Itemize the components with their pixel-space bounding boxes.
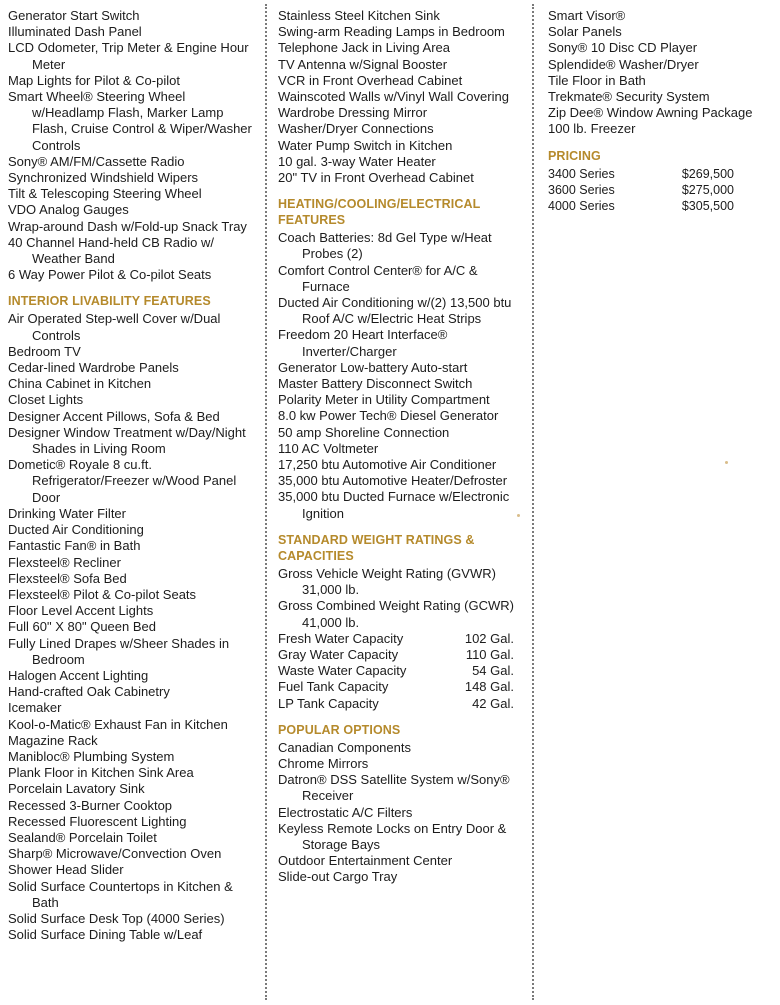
- column-3-feature-list: [548, 8, 768, 138]
- feature-item: Wainscoted Walls w/Vinyl Wall Covering: [278, 89, 509, 105]
- capacity-row: [278, 631, 514, 647]
- column-3: [548, 8, 768, 214]
- feature-item: Sony® 10 Disc CD Player: [548, 40, 698, 56]
- capacity-label: Waste Water Capacity: [278, 663, 407, 679]
- section-heading: INTERIOR LIVABILITY FEATURES: [8, 294, 211, 309]
- feature-item: Synchronized Windshield Wipers: [8, 170, 199, 186]
- column-1: [8, 8, 260, 943]
- capacity-table: [278, 631, 528, 712]
- feature-item: Freedom 20 Heart Interface® Inverter/Charger: [278, 327, 448, 359]
- feature-item: Slide-out Cargo Tray: [278, 869, 398, 885]
- pricing-price: $269,500: [681, 166, 734, 181]
- capacity-value: 102 Gal.: [464, 630, 514, 646]
- capacity-row: [278, 663, 514, 679]
- column-2: [278, 8, 528, 886]
- column-divider-1: [265, 4, 267, 1000]
- feature-item: Kool-o-Matic® Exhaust Fan in Kitchen: [8, 716, 228, 732]
- feature-item: 6 Way Power Pilot & Co-pilot Seats: [8, 267, 212, 283]
- options-heading: POPULAR OPTIONS: [278, 722, 401, 737]
- feature-item: Keyless Remote Locks on Entry Door & Storage Bays: [278, 820, 507, 852]
- feature-item: Halogen Accent Lighting: [8, 667, 149, 683]
- feature-item: Master Battery Disconnect Switch: [278, 376, 473, 392]
- feature-item: Gross Combined Weight Rating (GCWR) 41,000 lb.: [278, 598, 514, 630]
- feature-item: 35,000 btu Ducted Furnace w/Electronic Ignition: [278, 489, 510, 521]
- feature-item: Icemaker: [8, 700, 62, 716]
- feature-item: Manibloc® Plumbing System: [8, 748, 175, 764]
- feature-item: Map Lights for Pilot & Co-pilot: [8, 72, 180, 88]
- print-speck: [725, 461, 728, 464]
- feature-item: LCD Odometer, Trip Meter & Engine Hour Meter: [8, 40, 249, 72]
- feature-item: Fantastic Fan® in Bath: [8, 538, 141, 554]
- feature-item: 8.0 kw Power Tech® Diesel Generator: [278, 408, 499, 424]
- pricing-row: [548, 166, 734, 182]
- feature-item: Canadian Components: [278, 739, 411, 755]
- weights-ratings: [278, 566, 528, 631]
- pricing-price: $275,000: [681, 182, 734, 197]
- feature-item: Stainless Steel Kitchen Sink: [278, 8, 440, 23]
- feature-item: Water Pump Switch in Kitchen: [278, 137, 453, 153]
- capacity-value: 148 Gal.: [464, 679, 514, 695]
- feature-item: Flexsteel® Recliner: [8, 554, 121, 570]
- feature-item: Splendide® Washer/Dryer: [548, 56, 699, 72]
- column-divider-2: [532, 4, 534, 1000]
- options-list: [278, 740, 528, 886]
- feature-item: Smart Wheel® Steering Wheel w/Headlamp Flash, Marker Lamp Flash, Cruise Control & Wiper/Washer Controls: [8, 89, 252, 153]
- feature-item: Sony® AM/FM/Cassette Radio: [8, 153, 185, 169]
- feature-item: Electrostatic A/C Filters: [278, 804, 413, 820]
- feature-item: VCR in Front Overhead Cabinet: [278, 72, 463, 88]
- feature-item: VDO Analog Gauges: [8, 202, 129, 218]
- feature-item: Bedroom TV: [8, 343, 81, 359]
- weights-heading: STANDARD WEIGHT RATINGS & CAPACITIES: [278, 532, 475, 563]
- feature-item: Ducted Air Conditioning w/(2) 13,500 btu Roof A/C w/Electric Heat Strips: [278, 295, 512, 327]
- feature-item: 110 AC Voltmeter: [278, 440, 379, 456]
- feature-item: Flexsteel® Sofa Bed: [8, 570, 127, 586]
- capacity-label: LP Tank Capacity: [278, 695, 379, 711]
- feature-item: 10 gal. 3-way Water Heater: [278, 153, 436, 169]
- feature-item: Designer Accent Pillows, Sofa & Bed: [8, 408, 220, 424]
- feature-item: Zip Dee® Window Awning Package: [548, 105, 753, 121]
- feature-item: Designer Window Treatment w/Day/Night Shades in Living Room: [8, 424, 246, 457]
- feature-item: TV Antenna w/Signal Booster: [278, 56, 448, 72]
- capacity-value: 54 Gal.: [472, 663, 514, 679]
- feature-item: Plank Floor in Kitchen Sink Area: [8, 765, 194, 781]
- feature-item: Wardrobe Dressing Mirror: [278, 105, 428, 121]
- feature-item: Comfort Control Center® for A/C & Furnace: [278, 262, 478, 294]
- feature-item: Hand-crafted Oak Cabinetry: [8, 684, 170, 700]
- feature-item: China Cabinet in Kitchen: [8, 376, 152, 392]
- feature-item: Trekmate® Security System: [548, 89, 710, 105]
- feature-item: Solid Surface Dining Table w/Leaf: [8, 927, 203, 943]
- feature-item: Generator Low-battery Auto-start: [278, 359, 468, 375]
- feature-item: Swing-arm Reading Lamps in Bedroom: [278, 24, 505, 40]
- feature-item: Air Operated Step-well Cover w/Dual Controls: [8, 311, 221, 343]
- feature-item: 20" TV in Front Overhead Cabinet: [278, 170, 474, 186]
- section-heading: HEATING/COOLING/ELECTRICAL FEATURES: [278, 197, 481, 228]
- feature-item: Sealand® Porcelain Toilet: [8, 829, 157, 845]
- feature-item: Floor Level Accent Lights: [8, 603, 154, 619]
- pricing-series: 3600 Series: [548, 182, 615, 197]
- pricing-series: 4000 Series: [548, 199, 615, 214]
- capacity-row: [278, 679, 514, 695]
- feature-item: Closet Lights: [8, 392, 84, 408]
- feature-item: Wrap-around Dash w/Fold-up Snack Tray: [8, 218, 247, 234]
- feature-item: Solar Panels: [548, 24, 622, 40]
- feature-item: Cedar-lined Wardrobe Panels: [8, 360, 179, 376]
- feature-item: Fully Lined Drapes w/Sheer Shades in Bedroom: [8, 635, 230, 667]
- feature-item: Chrome Mirrors: [278, 755, 369, 771]
- capacity-label: Fresh Water Capacity: [278, 630, 404, 646]
- feature-item: Gross Vehicle Weight Rating (GVWR) 31,000 lb.: [278, 565, 496, 598]
- feature-item: Datron® DSS Satellite System w/Sony® Receiver: [278, 772, 510, 804]
- pricing-row: [548, 182, 734, 198]
- feature-item: 40 Channel Hand-held CB Radio w/ Weather Band: [8, 234, 214, 267]
- capacity-label: Gray Water Capacity: [278, 646, 399, 662]
- capacity-row: [278, 696, 514, 712]
- feature-item: Drinking Water Filter: [8, 505, 126, 521]
- feature-item: Magazine Rack: [8, 732, 98, 748]
- feature-item: 35,000 btu Automotive Heater/Defroster: [278, 473, 508, 489]
- feature-item: Smart Visor®: [548, 8, 626, 23]
- feature-item: Recessed Fluorescent Lighting: [8, 813, 187, 829]
- feature-item: Coach Batteries: 8d Gel Type w/Heat Probes (2): [278, 230, 492, 262]
- feature-item: Sharp® Microwave/Convection Oven: [8, 846, 222, 862]
- feature-item: Full 60" X 80" Queen Bed: [8, 619, 156, 635]
- feature-item: Telephone Jack in Living Area: [278, 40, 451, 56]
- feature-item: Illuminated Dash Panel: [8, 24, 142, 40]
- pricing-price: $305,500: [681, 199, 734, 214]
- feature-item: Recessed 3-Burner Cooktop: [8, 797, 173, 813]
- feature-item: Polarity Meter in Utility Compartment: [278, 392, 490, 408]
- capacity-value: 42 Gal.: [472, 695, 514, 711]
- print-speck: [517, 514, 520, 517]
- feature-item: 17,250 btu Automotive Air Conditioner: [278, 457, 497, 473]
- capacity-row: [278, 647, 514, 663]
- feature-item: Solid Surface Countertops in Kitchen & Bath: [8, 878, 233, 910]
- feature-item: Dometic® Royale 8 cu.ft. Refrigerator/Freezer w/Wood Panel Door: [8, 457, 237, 505]
- feature-item: Outdoor Entertainment Center: [278, 853, 453, 869]
- feature-item: Washer/Dryer Connections: [278, 121, 434, 137]
- feature-item: 100 lb. Freezer: [548, 121, 636, 137]
- feature-item: Porcelain Lavatory Sink: [8, 781, 145, 797]
- feature-item: Shower Head Slider: [8, 862, 124, 878]
- pricing-series: 3400 Series: [548, 166, 615, 181]
- capacity-label: Fuel Tank Capacity: [278, 679, 389, 695]
- pricing-row: [548, 198, 734, 214]
- column-2-feature-sections: [278, 8, 528, 522]
- feature-item: Tilt & Telescoping Steering Wheel: [8, 186, 202, 202]
- capacity-value: 110 Gal.: [465, 646, 514, 662]
- feature-item: 50 amp Shoreline Connection: [278, 424, 450, 440]
- feature-item: Ducted Air Conditioning: [8, 522, 144, 538]
- feature-item: Solid Surface Desk Top (4000 Series): [8, 910, 225, 926]
- feature-item: Flexsteel® Pilot & Co-pilot Seats: [8, 586, 197, 602]
- pricing-heading: PRICING: [548, 148, 601, 163]
- feature-item: Generator Start Switch: [8, 8, 140, 23]
- pricing-table: [548, 166, 768, 215]
- feature-item: Tile Floor in Bath: [548, 72, 646, 88]
